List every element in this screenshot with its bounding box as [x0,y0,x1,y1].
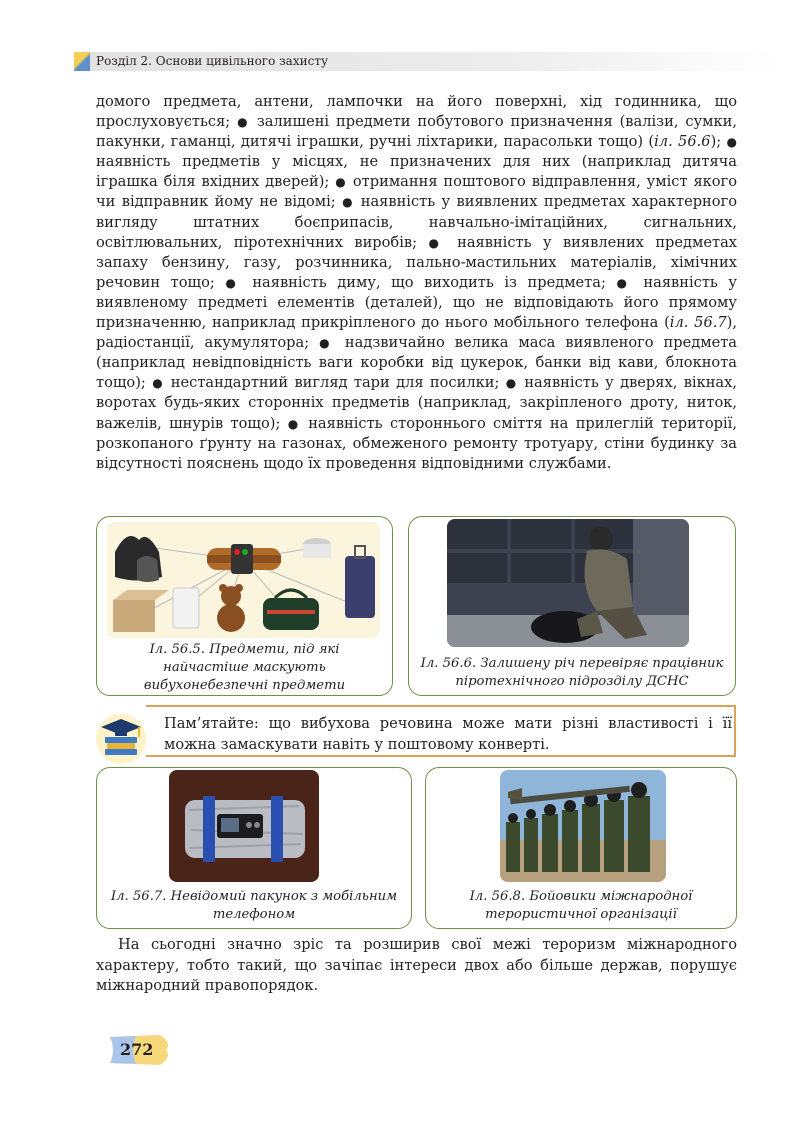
figure-56-5 [96,516,393,696]
sentence: наявність у дверях, вікнах, воротах будь-яких сторонніх предметів (наприклад, закріпленого дроту, ниток, важелів, шнурів тощо); [96,374,738,432]
sentence: наявність предметів у місцях, не призначених для них (наприклад дитяча іграшка біля вхідних дверей); [96,153,737,191]
section-marker-icon [74,52,90,71]
caption-56-8: Іл. 56.8. Бойовики міжнародної терористичної організації [469,889,693,922]
sentence: наявність у виявлених предметах запаху бензину, газу, розчинника, пально-мастильних матеріалів, хімічних речовин тощо; [96,233,737,291]
caption-56-6: Іл. 56.6. Залишену річ перевіряє працівник піротехнічного підрозділу ДСНС [420,656,724,689]
section-header [74,52,780,71]
figure-56-7 [96,767,412,929]
figure-56-6 [408,516,736,696]
sentence: ); [710,133,722,151]
books-graduation-cap-icon [95,713,147,765]
bullet-icon: ● [237,115,250,130]
remember-text: Пам’ятайте: що вибухова речовина може мати різні властивості і її можна замаскувати навіть у поштовому конверті. [164,715,732,753]
sentence: нестандартний вигляд тари для посилки; [170,374,500,392]
caption-56-7: Іл. 56.7. Невідомий пакунок з мобільним телефоном [110,889,398,922]
sentence: ), радіостанції, акумулятора; [96,314,737,352]
body-paragraph [96,92,737,474]
closing-text: На сьогодні значно зріс та розширив свої межі тероризм міжнародного характеру, тобто такий, що зачіпає інтереси двох або більше держав, порушує міжнародний правопорядок. [96,936,737,994]
bullet-icon: ● [287,416,301,431]
sentence: залишені предмети побутового призначення (валізи, сумки, пакунки, гаманці, дитячі іграшки, ручні ліхтарики, парасольки тощо) ( [96,113,737,151]
photo-pyrotechnician [447,519,689,647]
bullet-icon: ● [428,235,446,250]
caption-56-5: Іл. 56.5. Предмети, під які найчастіше маскують вибухонебезпечні предмети [143,642,346,693]
photo-militants [500,770,666,882]
sentence: наявність диму, що виходить із предмета; [252,273,606,291]
page-number-badge [106,1033,174,1067]
page-number: 272 [120,1040,154,1059]
bullet-icon: ● [616,275,633,290]
sentence: наявність у виявлених предметах характерного вигляду штатних боєприпасів, навчально-імітаційних, сигнальних, освітлювальних, піротехнічних виробів; [96,193,738,251]
photo-package-phone [169,770,319,882]
bullet-icon: ● [319,336,335,351]
bullet-icon: ● [152,376,165,391]
section-title: Розділ 2. Основи цивільного захисту [96,54,329,68]
sentence: отримання поштового відправлення, уміст якого чи відправник йому не відомі; [96,173,737,211]
sentence: домого предмета, антени, лампочки на його поверхні, хід годинника, що прослуховується; [96,93,737,131]
sentence: надзвичайно велика маса виявленого предмета (наприклад невідповідність ваги коробки від цукерок, банки від кави, блокнота тощо); [96,334,737,392]
figure-ref: іл. 56.7 [669,314,727,332]
bullet-icon: ● [225,275,242,290]
figure-ref: іл. 56.6 [654,133,711,151]
bullet-icon: ● [505,376,518,391]
figure-56-8 [425,767,737,929]
photo-suspicious-items [107,522,380,638]
bullet-icon: ● [342,195,355,210]
bullet-icon: ● [335,175,347,190]
sentence: наявність у виявленому предметі елементів (деталей), що не відповідають його прямому призначенню, наприклад прикріпленого до нього мобільного телефона ( [96,273,738,332]
sentence: наявність стороннього сміття на прилеглій території, розкопаного ґрунту на газонах, обмеженого ремонту тротуару, стіни будинку за відсутності пояснень щодо їх проведення відповідними службами. [96,414,737,472]
closing-paragraph [96,935,737,997]
bullet-icon: ● [726,135,738,150]
